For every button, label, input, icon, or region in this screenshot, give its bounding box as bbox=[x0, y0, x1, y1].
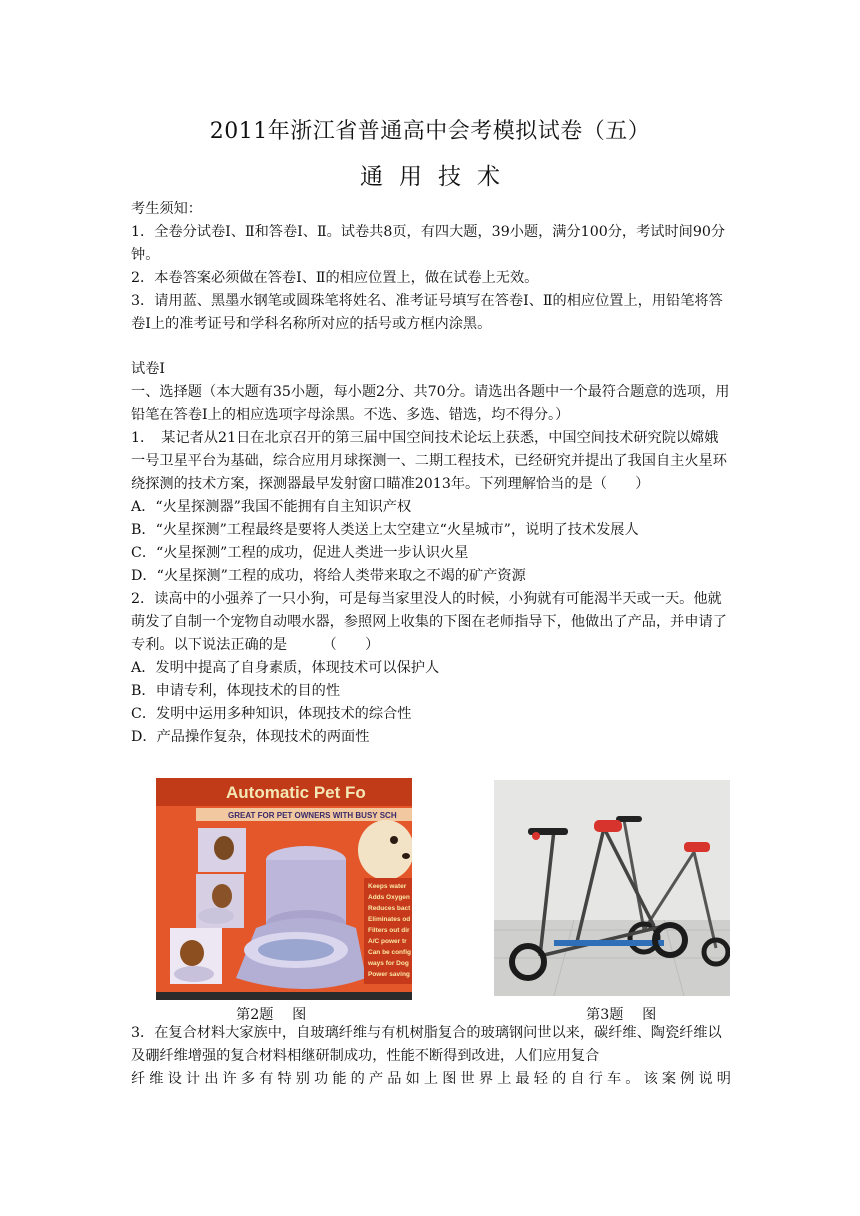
question-option: A．“火星探测器”我国不能拥有自主知识产权 bbox=[131, 499, 412, 515]
pet-waterer-illustration bbox=[156, 778, 412, 1000]
exam-body-continued bbox=[131, 1022, 731, 1091]
question-option: C．发明中运用多种知识，体现技术的综合性 bbox=[131, 706, 412, 722]
figure-caption-q2: 第2题 图 bbox=[236, 1007, 307, 1023]
question-option: D．“火星探测”工程的成功，将给人类带来取之不竭的矿产资源 bbox=[131, 568, 526, 584]
box-tagline-text: GREAT FOR PET OWNERS WITH BUSY SCH bbox=[228, 811, 397, 820]
notice-heading: 考生须知： bbox=[131, 201, 202, 217]
box-bullet: Filters out dir bbox=[368, 927, 410, 934]
exam-title: 2011年浙江省普通高中会考模拟试卷（五） bbox=[209, 119, 651, 144]
question-option: B．申请专利，体现技术的目的性 bbox=[131, 683, 341, 699]
part-heading: 一、选择题（本大题有35小题，每小题2分、共70分。请选出各题中一个最符合题意的选项，用铅笔在答卷Ⅰ上的相应选项字母涂黑。不选、多选、错选，均不得分。） bbox=[131, 384, 730, 423]
pet-waterer-photo bbox=[156, 778, 412, 1000]
exam-body bbox=[131, 198, 731, 749]
box-bullets bbox=[367, 883, 412, 978]
question-option: B．“火星探测”工程最终是要将人类送上太空建立“火星城市”，说明了技术发展人 bbox=[131, 522, 639, 538]
spacer bbox=[131, 336, 731, 358]
bicycle-illustration bbox=[494, 780, 730, 996]
box-bullet: Keeps water bbox=[368, 883, 407, 890]
box-bullet: Eliminates od bbox=[368, 916, 411, 923]
box-bullet: ways for Dog bbox=[368, 960, 409, 967]
notice-item: 3．请用蓝、黑墨水钢笔或圆珠笔将姓名、准考证号填写在答卷Ⅰ、Ⅱ的相应位置上，用铅笔将答卷Ⅰ上的准考证号和学科名称所对应的括号或方框内涂黑。 bbox=[131, 293, 723, 332]
folding-bicycle-photo bbox=[494, 780, 730, 996]
question-stem: 2．读高中的小强养了一只小狗，可是每当家里没人的时候，小狗就有可能渴半天或一天。他就萌发了自制一个宠物自动喂水器，参照网上收集的下图在老师指导下，他做出了产品，并申请了专利。以下说法正确的是 （ ） bbox=[131, 591, 727, 653]
question-stem: 1． 某记者从21日在北京召开的第三届中国空间技术论坛上获悉，中国空间技术研究院以嫦娥一号卫星平台为基础，综合应用月球探测一、二期工程技术，已经研究并提出了我国自主火星环绕探测的技术方案，探测器最早发射窗口瞄准2013年。下列理解恰当的是（ ） bbox=[131, 430, 727, 492]
question-option: D．产品操作复杂，体现技术的两面性 bbox=[131, 729, 370, 745]
figure-row bbox=[131, 778, 731, 1022]
question-stem-line: 3．在复合材料大家族中，自玻璃纤维与有机树脂复合的玻璃钢问世以来，碳纤维、陶瓷纤维以及硼纤维增强的复合材料相继研制成功，性能不断得到改进，人们应用复合 bbox=[131, 1025, 722, 1064]
question-stem-line: 纤维设计出许多有特别功能的产品如上图世界上最轻的自行车。该案例说明 bbox=[131, 1071, 731, 1087]
box-banner-text: Automatic Pet Fo bbox=[226, 783, 366, 802]
question-option: C．“火星探测”工程的成功，促进人类进一步认识火星 bbox=[131, 545, 469, 561]
box-bullet: Power saving bbox=[368, 971, 410, 978]
box-bullet: A/C power tr bbox=[368, 938, 407, 945]
paper-label: 试卷Ⅰ bbox=[131, 361, 165, 377]
box-bullet: Reduces bact bbox=[368, 905, 411, 912]
box-bullet: Can be config bbox=[368, 949, 411, 956]
subject-title: 通用技术 bbox=[360, 164, 516, 190]
figure-caption-q3: 第3题 图 bbox=[586, 1007, 657, 1023]
notice-item: 2．本卷答案必须做在答卷Ⅰ、Ⅱ的相应位置上，做在试卷上无效。 bbox=[131, 270, 539, 286]
notice-item: 1．全卷分试卷Ⅰ、Ⅱ和答卷Ⅰ、Ⅱ。试卷共8页，有四大题，39小题，满分100分，考试时间90分钟。 bbox=[131, 224, 726, 263]
box-bullet: Adds Oxygen bbox=[368, 894, 410, 901]
question-option: A．发明中提高了自身素质，体现技术可以保护人 bbox=[131, 660, 440, 676]
